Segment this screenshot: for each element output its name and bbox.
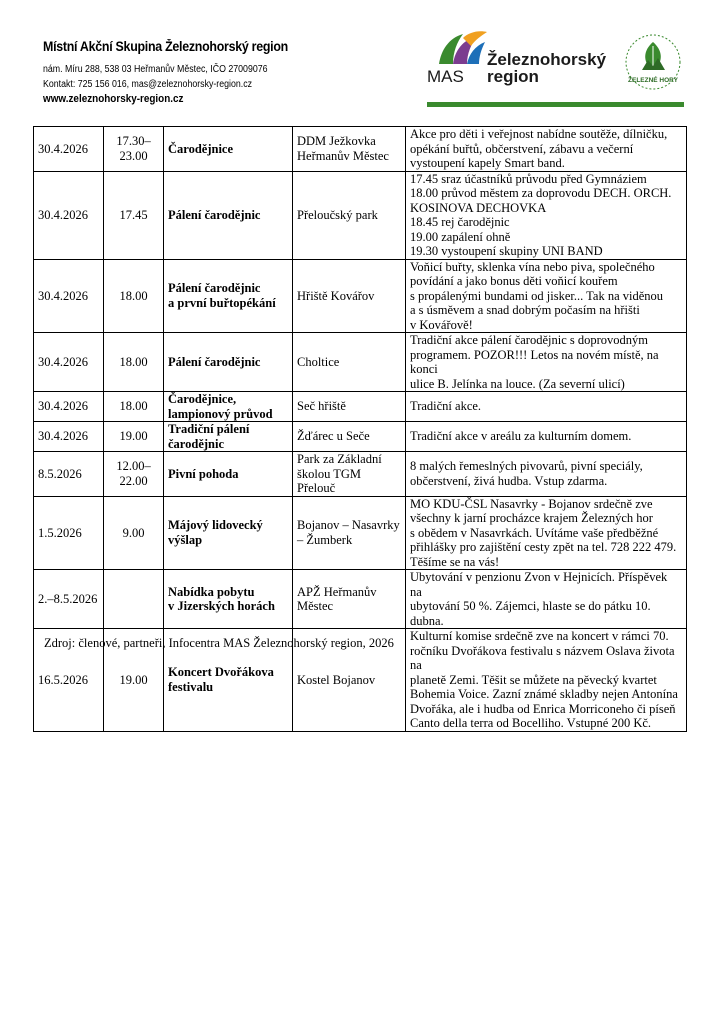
table-row [34,392,687,422]
event-description-line: Bohemia Voice. Zazní známé skladby nejen Antonína [410,687,678,701]
mas-logo-icon [433,30,493,70]
mas-logo-name-line2: region [487,67,539,86]
event-name [164,392,293,422]
event-time-line: 17.30– [116,134,151,149]
event-date [34,422,104,452]
event-date-text: 30.4.2026 [38,354,88,369]
event-description-line: Voňicí buřty, sklenka vína nebo piva, společného [410,259,655,274]
event-place-line: školou TGM Přelouč [297,466,362,495]
event-time [104,496,164,570]
event-description-line: Tradiční akce pálení čarodějnic s doprovodným [410,333,649,347]
event-time [104,333,164,392]
organization-website: www.zeleznohorsky-region.cz [43,93,184,105]
event-date [34,392,104,422]
event-description [406,570,687,629]
table-row [34,496,687,570]
table-row [34,171,687,259]
event-description-line: 8 malých řemeslných pivovarů, pivní speciály, [410,459,643,474]
event-place-line: APŽ Heřmanův [297,584,377,599]
event-place-line: DDM Ježkovka [297,134,376,149]
event-time-line: 19.00 [119,672,148,687]
event-place [293,496,406,570]
event-description-line: 18.00 průvod městem za doprovodu DECH. ORCH. [410,186,672,200]
table-row [34,333,687,392]
event-description-line: planetě Zemi. Těšit se můžete na pěvecký kvartet [410,672,657,687]
organization-name: Místní Akční Skupina Železnohorský region [43,39,288,54]
event-name [164,452,293,497]
event-place-line: Bojanov – Nasavrky [297,518,400,533]
event-description [406,333,687,392]
table-row [34,259,687,333]
event-place-line: Seč hřiště [297,399,346,414]
source-note: Zdroj: členové, partneři, Infocentra MAS Železnohorský region, 2026 [44,636,394,650]
event-name-line: Pálení čarodějnic [168,281,261,296]
event-name [164,333,293,392]
event-date [34,333,104,392]
event-date [34,452,104,497]
event-name-line: Nabídka pobytu [168,584,255,599]
event-description [406,422,687,452]
event-description-line: 17.45 sraz účastníků průvodu před Gymnáziem [410,171,647,186]
event-place-line: Park za Základní [297,452,382,466]
event-name-line: Pálení čarodějnic [168,207,261,222]
event-description-line: KOSINOVA DECHOVKA [410,200,547,215]
geopark-seal-icon [622,30,684,94]
event-description-line: Akce pro děti i veřejnost nabídne soutěže, dílničku, [410,127,668,141]
event-time-line: 22.00 [119,473,148,488]
table-row [34,127,687,172]
event-description-line: Dvořáka, ale i hudba od Enrica Morriconeho či píseň [410,701,676,716]
event-name-line: festivalu [168,679,214,694]
organization-contact: Kontakt: 725 156 016, mas@zeleznohorsky-region.cz [43,79,253,90]
event-description [406,259,687,333]
event-name [164,570,293,629]
event-time-line: 18.00 [119,288,148,303]
event-description-line: Těšíme se na vás! [410,554,500,569]
event-time [104,259,164,333]
event-description-line: programem. POZOR!!! Letos na novém místě, na konci [410,347,659,376]
event-date-text: 30.4.2026 [38,429,88,444]
event-description-line: opékání buřtů, občerstvení, zábavu a večerní [410,141,634,156]
event-description-line: MO KDU-ČSL Nasavrky - Bojanov srdečně zve [410,496,653,511]
event-place-line: Heřmanův Městec [297,148,389,163]
event-description [406,171,687,259]
event-description [406,629,687,732]
event-name-line: výšlap [168,532,203,547]
table-row [34,422,687,452]
event-place-line: Přeloučský park [297,207,378,222]
event-description-line: všechny k jarní procházce krajem Železných hor [410,511,653,525]
event-description-line: s obědem v Nasavrkách. Uvítáme vaše předběžné [410,525,659,540]
event-time [104,171,164,259]
event-time [104,422,164,452]
event-name [164,171,293,259]
event-description [406,127,687,172]
event-date-text: 30.4.2026 [38,288,88,303]
event-description-line: přihlášky pro zajištění cesty zpět na tel. 728 222 479. [410,540,677,554]
event-name-line: Pálení čarodějnic [168,354,261,369]
event-description-line: Tradiční akce v areálu za kulturním domem. [410,429,632,444]
event-place-line: Hřiště Kovářov [297,288,375,303]
event-place [293,171,406,259]
event-description-line: povídání a jako bonus děti voňicí kouřem [410,274,618,288]
event-description-line: a s úsměvem a snad dobrým počasím na hřišti [410,303,640,317]
event-description-line: Tradiční akce. [410,399,482,414]
event-time [104,570,164,629]
event-description-line: občerstvení, živá hudba. Vstup zdarma. [410,473,608,488]
event-name-line: čarodějnic [168,436,225,451]
event-place-line: Choltice [297,354,340,369]
event-place-line: – Žumberk [297,532,353,547]
event-description-line: ubytování 50 %. Zájemci, hlaste se do pátku 10. dubna. [410,599,651,628]
mas-logo [425,30,610,96]
event-description-line: 18.45 rej čarodějnic [410,215,510,229]
event-date [34,259,104,333]
event-date-text: 2.–8.5.2026 [38,591,98,606]
event-date [34,171,104,259]
event-date-text: 30.4.2026 [38,399,88,414]
event-name-line: Májový lidovecký [168,518,263,533]
event-name [164,496,293,570]
event-time-line: 12.00– [116,459,151,474]
event-description-line: 19.30 vystoupení skupiny UNI BAND [410,244,603,258]
event-date [34,496,104,570]
event-place-line: Kostel Bojanov [297,672,376,687]
event-time-line: 19.00 [119,429,148,444]
event-description-line: s propálenými bundami od jisker... Tak na viděnou [410,288,664,303]
event-time-line: 17.45 [119,207,148,222]
event-place [293,570,406,629]
seal-text: ŽELEZNÉ HORY [628,77,678,84]
event-place [293,422,406,452]
event-description [406,452,687,497]
event-time [104,127,164,172]
event-name-line: a první buřtopékání [168,295,276,310]
event-date-text: 16.5.2026 [38,672,88,687]
event-time-line: 9.00 [122,525,145,540]
mas-logo-name-line1: Železnohorský [487,50,607,69]
event-time [104,452,164,497]
event-description-line: Kulturní komise srdečně zve na koncert v rámci 70. [410,629,669,643]
event-description [406,496,687,570]
event-description-line: v Kovářově! [410,317,473,332]
event-description-line: ulice B. Jelínka na louce. (Za severní ulicí) [410,376,625,391]
event-time [104,392,164,422]
event-place-line: Žďárec u Seče [297,429,370,444]
event-place [293,333,406,392]
event-place [293,452,406,497]
event-date-text: 30.4.2026 [38,141,88,156]
table-row [34,452,687,497]
event-time-line: 23.00 [119,148,148,163]
event-name-line: Koncert Dvořákova [168,665,274,680]
event-name-line: Čarodějnice [168,141,234,156]
event-date [34,127,104,172]
event-description-line: Ubytování v penzionu Zvon v Hejnicích. Příspěvek na [410,570,668,599]
event-place [293,392,406,422]
event-description [406,392,687,422]
event-name [164,259,293,333]
page-header [0,0,725,125]
event-place [293,259,406,333]
event-name [164,422,293,452]
event-name-line: v Jizerských horách [168,599,275,613]
event-date [34,570,104,629]
event-description-line: vystoupení kapely Smart band. [410,156,565,170]
event-name-line: Pivní pohoda [168,466,239,481]
table-row [34,570,687,629]
event-name-line: lampionový průvod [168,406,273,421]
event-date-text: 1.5.2026 [38,525,82,540]
event-date-text: 8.5.2026 [38,466,82,481]
event-date-text: 30.4.2026 [38,207,88,222]
event-name [164,127,293,172]
event-description-line: 19.00 zapálení ohně [410,229,511,244]
header-accent-bar [427,102,684,107]
event-name-line: Čarodějnice, [168,392,237,406]
event-time-line: 18.00 [119,354,148,369]
event-description-line: ročníku Dvořákova festivalu s názvem Oslava života na [410,643,675,672]
mas-logo-mas: MAS [427,67,464,86]
event-description-line: Canto della terra od Bocelliho. Vstupné 200 Kč. [410,716,652,730]
event-name-line: Tradiční pálení [168,422,250,436]
organization-address: nám. Míru 288, 538 03 Heřmanův Městec, IČO 27009076 [43,64,268,75]
organization-info [43,39,309,107]
event-place [293,127,406,172]
event-time-line: 18.00 [119,399,148,414]
event-place-line: Městec [297,599,334,613]
